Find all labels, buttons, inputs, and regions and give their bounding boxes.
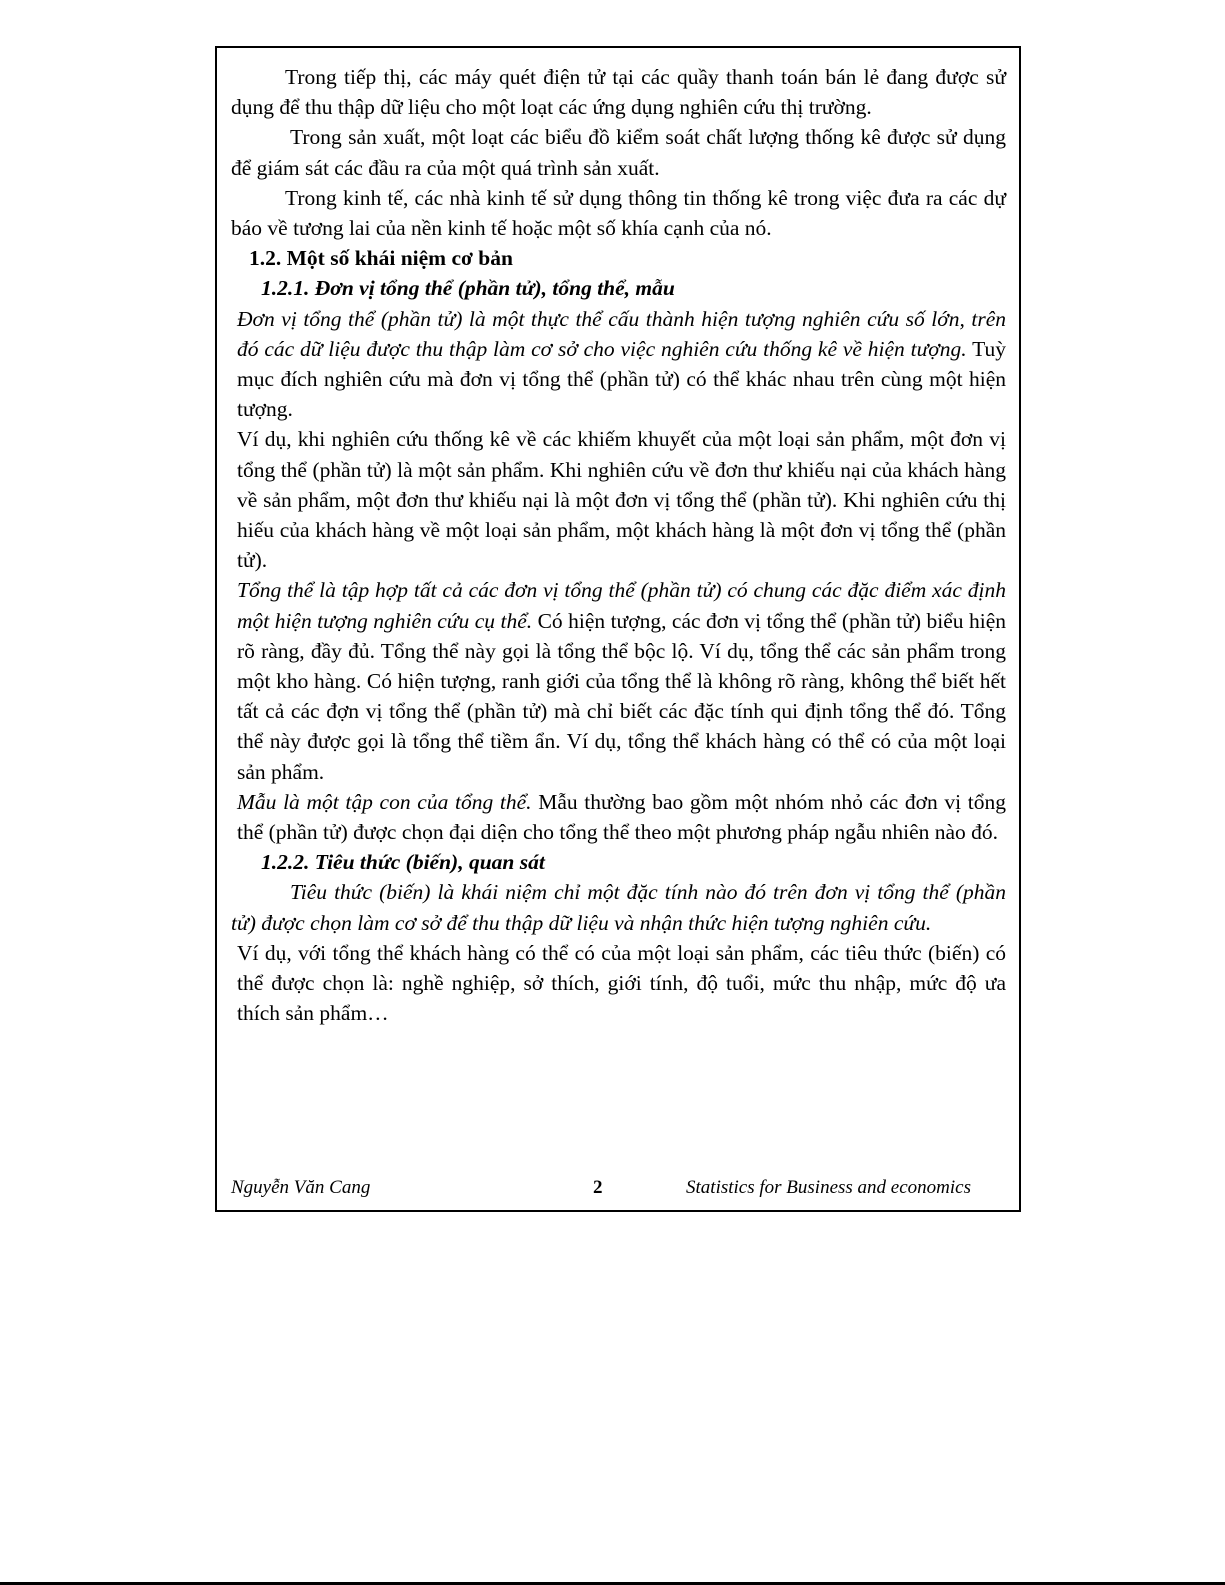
footer-author: Nguyễn Văn Cang bbox=[231, 1177, 371, 1198]
population-definition-italic: Tổng thể là tập hợp tất cả các đơn vị tổng thể (phần tử) có chung các đặc điểm xác định một hiện tượng nghiên cứu cụ thể. bbox=[237, 578, 1006, 633]
sample-definition-rest: Mẫu thường bao gồm một nhóm nhỏ các đơn vị tổng thể (phần tử) được chọn đại diện cho tổng thể theo một phương pháp ngẫu nhiên nào đó. bbox=[237, 789, 1006, 845]
heading-1-2-1: 1.2.1. Đơn vị tổng thể (phần tử), tổng thể, mẫu bbox=[261, 276, 675, 301]
paragraph-economics: Trong kinh tế, các nhà kinh tế sử dụng thông tin thống kê trong việc đưa ra các dự báo về tương lai của nền kinh tế hoặc một số khía cạnh của nó. bbox=[231, 185, 1006, 241]
unit-definition-rest: Tuỳ mục đích nghiên cứu mà đơn vị tổng thể (phần tử) có thể khác nhau trên cùng một hiện tượng. bbox=[237, 336, 1006, 422]
page-content bbox=[231, 62, 1006, 1029]
paragraph-variable-definition: Tiêu thức (biến) là khái niệm chỉ một đặc tính nào đó trên đơn vị tổng thể (phần tử) được chọn làm cơ sở để thu thập dữ liệu và nhận thức hiện tượng nghiên cứu. bbox=[231, 880, 1006, 935]
unit-definition-italic: Đơn vị tổng thể (phần tử) là một thực thể cấu thành hiện tượng nghiên cứu số lớn, trên đó các dữ liệu được thu thập làm cơ sở cho việc nghiên cứu thống kê về hiện tượng. bbox=[237, 306, 1006, 361]
paragraph-unit-example: Ví dụ, khi nghiên cứu thống kê về các khiếm khuyết của một loại sản phẩm, một đơn vị tổng thể (phần tử) là một sản phẩm. Khi nghiên cứu về đơn thư khiếu nại của khách hàng về sản phẩm, một đơn thư khiếu nại là một đơn vị tổng thể (phần tử). Khi nghiên cứu thị hiếu của khách hàng về một loại sản phẩm, một khách hàng là một đơn vị tổng thể (phần tử). bbox=[237, 427, 1006, 573]
population-definition-rest: Có hiện tượng, các đơn vị tổng thể (phần tử) biểu hiện rõ ràng, đầy đủ. Tổng thể này gọi là tổng thể bộc lộ. Ví dụ, tổng thể các sản phẩm trong một kho hàng. Có hiện tượng, ranh giới của tổng thể là không rõ ràng, không thể biết hết tất cả các đợn vị tổng thể (phần tử) mà chỉ biết các đặc tính qui định tổng thể đó. Tổng thể này được gọi là tổng thể tiềm ẩn. Ví dụ, tổng thể khách hàng có thể có của một loại sản phẩm. bbox=[237, 608, 1006, 784]
footer-page-number: 2 bbox=[593, 1177, 603, 1198]
paragraph-sample-definition bbox=[231, 787, 1006, 847]
paragraph-unit-definition bbox=[231, 304, 1006, 425]
paragraph-variable-example: Ví dụ, với tổng thể khách hàng có thể có của một loại sản phẩm, các tiêu thức (biến) có thể được chọn là: nghề nghiệp, sở thích, giới tính, độ tuổi, mức thu nhập, mức độ ưa thích sản phẩm… bbox=[237, 940, 1006, 1026]
paragraph-production: Trong sản xuất, một loạt các biểu đồ kiểm soát chất lượng thống kê được sử dụng để giám sát các đầu ra của một quá trình sản xuất. bbox=[231, 125, 1006, 180]
heading-1-2: 1.2. Một số khái niệm cơ bản bbox=[249, 246, 513, 271]
sample-definition-italic: Mẫu là một tập con của tổng thể. bbox=[237, 789, 532, 814]
heading-1-2-2: 1.2.2. Tiêu thức (biến), quan sát bbox=[261, 850, 545, 875]
paragraph-marketing: Trong tiếp thị, các máy quét điện tử tại các quầy thanh toán bán lẻ đang được sử dụng để thu thập dữ liệu cho một loạt các ứng dụng nghiên cứu thị trường. bbox=[231, 65, 1006, 120]
footer-book-title: Statistics for Business and economics bbox=[686, 1177, 971, 1198]
page-footer bbox=[231, 1174, 971, 1202]
paragraph-population-definition bbox=[231, 575, 1006, 786]
